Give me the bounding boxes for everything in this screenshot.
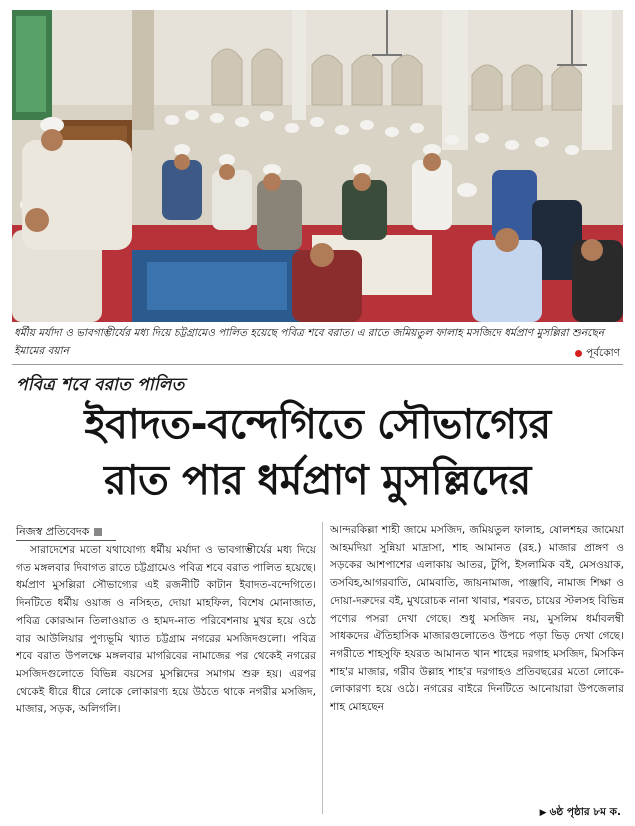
column-divider xyxy=(322,522,323,814)
photo-credit-label: পূর্বকোণ xyxy=(586,347,620,359)
continuation-text: ৬ষ্ঠ পৃষ্ঠার ৮ম ক. xyxy=(549,806,621,818)
caption-text: ধর্মীয় মর্যাদা ও ভাবগাম্ভীর্যের মধ্য দিয়ে চট্টগ্রামেও পালিত হয়েছে পবিত্র শবে বরাত। এ রাতে জমিয়তুল ফালাহ মসজিদে ধর্মপ্রাণ মুসল্লিরা শুনছেন ইমামের বয়ান xyxy=(14,327,605,357)
mosque-gathering-photo xyxy=(12,10,623,322)
headline-line-1: ইবাদত-বন্দেগিতে সৌভাগ্যের xyxy=(84,400,551,448)
red-dot-icon xyxy=(575,350,582,357)
article-headline xyxy=(10,396,625,508)
article-column-left: সারাদেশের মতো যথাযোগ্য ধর্মীয় মর্যাদা ও ভাবগাম্ভীর্যের মধ্য দিয়ে গত মঙ্গলবার দিবাগত রাতে চট্টগ্রামেও পবিত্র শবে বরাত পালিত হয়েছে। ধর্মপ্রাণ মুসল্লিরা সৌভাগ্যের এই রজনীটি কাটান ইবাদত-বন্দেগিতে। দিনটিতে ধর্মীয় ওয়াজ ও নসিহত, দোয়া মাহফিল, বিশেষ মোনাজাত, পবিত্র কোরআন তিলাওয়াত ও হামদ-নাত পরিবেশনায় মুখর হয়ে ওঠে বার আউলিয়ার পুণ্যভূমি খ্যাত চট্টগ্রাম নগরের মসজিদগুলো। পবিত্র শবে বরাত উপলক্ষে মঙ্গলবার মাগরিবের নামাজের পর থেকেই নগরের মসজিদগুলোতে বিভিন্ন বয়সের মুসল্লিদের সমাগম শুরু হয়। এরপর থেকেই ধীরে ধীরে লোকে লোকারণ্য হয়ে উঠতে থাকে নগরীর মসজিদ, মাজার, সড়ক, অলিগলি। xyxy=(16,544,316,716)
article-kicker: পবিত্র শবে বরাত পালিত xyxy=(16,375,185,395)
photo-credit xyxy=(575,344,620,362)
byline-underline xyxy=(16,540,116,541)
headline-line-2: রাত পার ধর্মপ্রাণ মুসল্লিদের xyxy=(104,456,531,504)
continuation-note xyxy=(540,805,621,822)
divider xyxy=(12,364,623,365)
triangle-right-icon: ▶ xyxy=(539,808,547,818)
photo-caption xyxy=(14,324,622,362)
news-photo xyxy=(12,10,623,322)
square-bullet-icon xyxy=(94,528,102,536)
byline-text: নিজস্ব প্রতিবেদক xyxy=(16,525,90,538)
article-column-right: আন্দরকিল্লা শাহী জামে মসজিদ, জমিয়তুল ফালাহ, ষোলশহর জামেয়া আহমদিয়া সুন্নিয়া মাদ্রাসা, শাহ আমানত (রহ.) মাজার প্রাঙ্গণ ও সড়কের আশপাশের এলাকায় আতর, টুপি, ইসলামিক বই, মেসওয়াক, তসবিহ,আগরবাতি, মোমবাতি, জায়নামাজ, পাঞ্জাবি, নামাজ শিক্ষা ও দোয়া-দরুদের বই, মুখরোচক নানা খাবার, শরবত, চায়ের স্টলসহ বিভিন্ন পণ্যের পসরা দেখা গেছে। শুধু মসজিদ নয়, মুসলিম ধর্মাবলম্বী সাধকদের ঐতিহাসিক মাজারগুলোতেও উপচে পড়া ভিড় দেখা গেছে। নগরীতে শাহসুফি হযরত আমানত খান শাহের দরগাহ মসজিদ, মিসকিন শাহ'র মাজার, গরীব উল্লাহ শাহ'র দরগাহও প্রতিবছরের মতো লোকে-লোকারণ্য হয়ে ওঠে। নগরের বাইরে দিনটিতে আনোয়ারা উপজেলার শাহ মোহছেন xyxy=(330,524,624,714)
